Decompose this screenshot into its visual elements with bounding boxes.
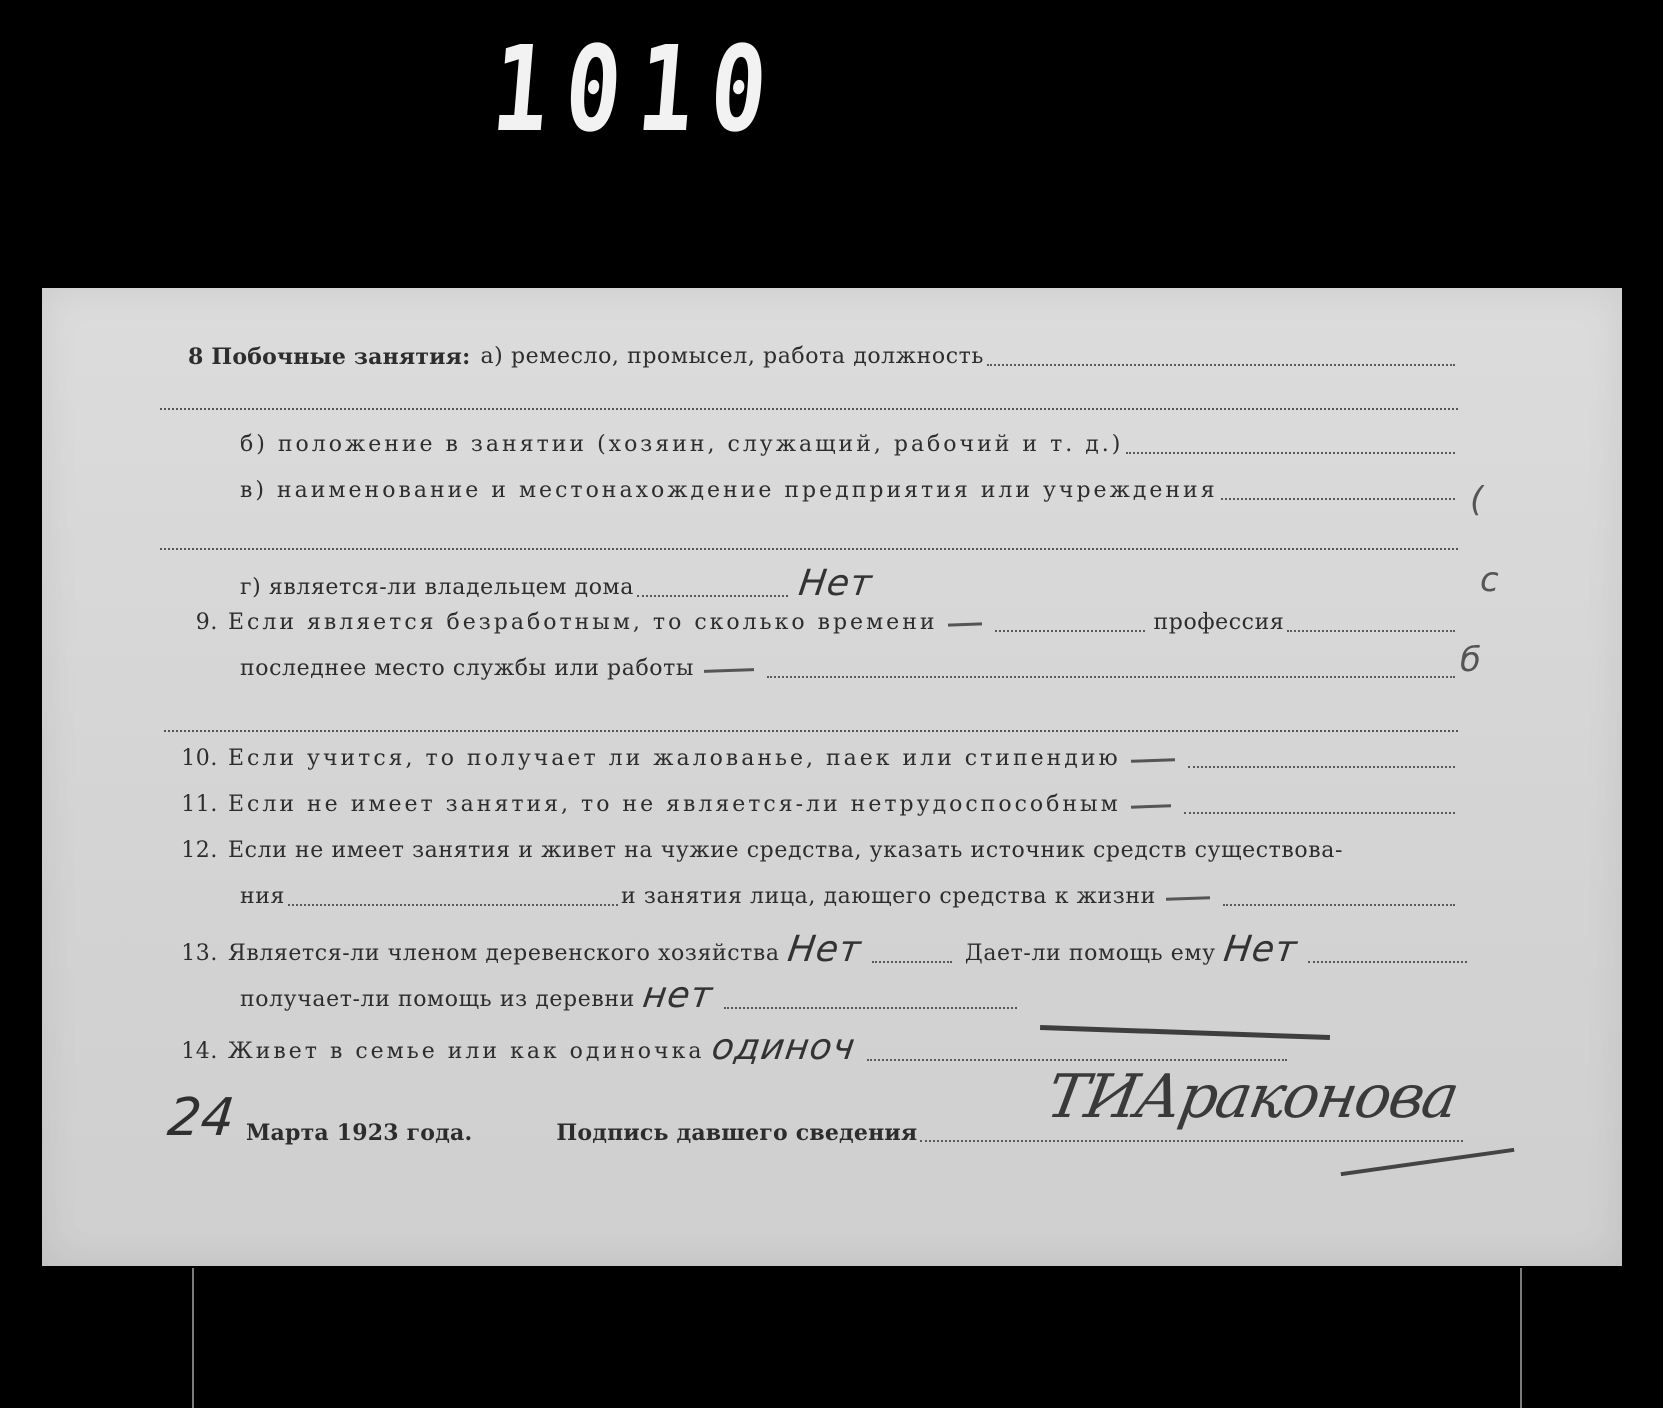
q8v-label: в) наименование и местонахождение предприятия или учреждения bbox=[240, 478, 1218, 503]
margin-pencil-mark: ( bbox=[1470, 480, 1484, 520]
q8b-row bbox=[240, 434, 1458, 457]
signature-field bbox=[920, 1138, 1463, 1142]
q11-row bbox=[170, 794, 1458, 817]
q8a-field bbox=[987, 362, 1455, 366]
q12-number: 12. bbox=[181, 838, 218, 863]
q8v-continuation-line bbox=[160, 548, 1458, 550]
q13c-field bbox=[724, 1005, 1017, 1009]
q8a-continuation-line bbox=[160, 408, 1458, 410]
q8g-answer: Нет bbox=[795, 563, 875, 604]
q14-field bbox=[867, 1057, 1287, 1061]
q14-label: Живет в семье или как одиночка bbox=[228, 1039, 705, 1064]
q12b-row bbox=[240, 886, 1458, 909]
q8v-row bbox=[240, 480, 1458, 503]
q13-number: 13. bbox=[181, 941, 218, 966]
date-day: 24 bbox=[164, 1088, 238, 1148]
margin-pencil-mark: б bbox=[1460, 640, 1481, 680]
q12c-label: и занятия лица, дающего средства к жизни bbox=[621, 884, 1156, 909]
q10-label: Если учится, то получает ли жалованье, паек или стипендию bbox=[228, 746, 1121, 771]
q13a-label: Является-ли членом деревенского хозяйства bbox=[228, 941, 780, 966]
q9a-label: Если является безработным, то сколько времени bbox=[228, 610, 938, 635]
q14-row bbox=[170, 1027, 1290, 1068]
q14-number: 14. bbox=[181, 1039, 218, 1064]
q10-number: 10. bbox=[181, 746, 218, 771]
q13c-row bbox=[240, 975, 1020, 1016]
q11-number: 11. bbox=[181, 792, 218, 817]
q10-row bbox=[170, 748, 1458, 771]
film-edge-right bbox=[1520, 1268, 1522, 1408]
q8v-field bbox=[1221, 496, 1455, 500]
q8g-field bbox=[637, 593, 788, 597]
q13c-answer: нет bbox=[640, 975, 716, 1016]
q8b-field bbox=[1126, 450, 1455, 454]
q14-answer: одиноч bbox=[709, 1027, 859, 1068]
q9c-row bbox=[240, 658, 1458, 681]
q10-answer-dash bbox=[1131, 758, 1175, 763]
q12b-field bbox=[288, 902, 618, 906]
q13-row bbox=[170, 929, 1470, 970]
q13a-field bbox=[872, 959, 952, 963]
q11-label: Если не имеет занятия, то не является-ли нетрудоспособным bbox=[228, 792, 1121, 817]
q12-row bbox=[170, 840, 1470, 863]
q8a-label: а) ремесло, промысел, работа должность bbox=[480, 344, 984, 369]
date-text: Марта 1923 года. bbox=[246, 1120, 473, 1146]
q9b-field bbox=[1287, 628, 1455, 632]
q8g-label: г) является-ли владельцем дома bbox=[240, 575, 634, 600]
q11-answer-dash bbox=[1131, 804, 1171, 808]
q12b-label: ния bbox=[240, 884, 286, 909]
q8b-label: б) положение в занятии (хозяин, служащий, рабочий и т. д.) bbox=[240, 432, 1124, 457]
q9-continuation-line bbox=[164, 730, 1458, 732]
q12c-answer-dash bbox=[1166, 896, 1210, 901]
q9c-field bbox=[767, 674, 1455, 678]
frame-number: 1010 bbox=[487, 20, 790, 158]
q10-field bbox=[1188, 764, 1455, 768]
margin-pencil-mark: с bbox=[1480, 560, 1499, 600]
q9c-label: последнее место службы или работы bbox=[240, 656, 695, 681]
signature: ТИАраконова bbox=[1041, 1062, 1463, 1132]
q9-row bbox=[170, 612, 1458, 635]
q8g-row bbox=[240, 563, 880, 604]
q11-field bbox=[1184, 810, 1455, 814]
q9a-field bbox=[995, 628, 1145, 632]
q8-label: 8 Побочные занятия: bbox=[188, 344, 471, 370]
q13c-label: получает-ли помощь из деревни bbox=[240, 987, 635, 1012]
q13b-field bbox=[1308, 959, 1467, 963]
q12c-field bbox=[1223, 902, 1455, 906]
q9c-answer-dash bbox=[704, 668, 754, 673]
q12a-label: Если не имеет занятия и живет на чужие средства, указать источник средств существова- bbox=[228, 838, 1344, 863]
q8a-row bbox=[188, 346, 1458, 369]
q13b-answer: Нет bbox=[1220, 929, 1300, 970]
q13a-answer: Нет bbox=[784, 929, 864, 970]
q13b-label: Дает-ли помощь ему bbox=[964, 941, 1216, 966]
q9-number: 9. bbox=[195, 610, 218, 635]
signature-label: Подпись давшего сведения bbox=[556, 1120, 918, 1146]
film-edge-left bbox=[192, 1268, 194, 1408]
q9a-answer-dash bbox=[947, 622, 981, 626]
q9b-label: профессия bbox=[1153, 610, 1285, 635]
